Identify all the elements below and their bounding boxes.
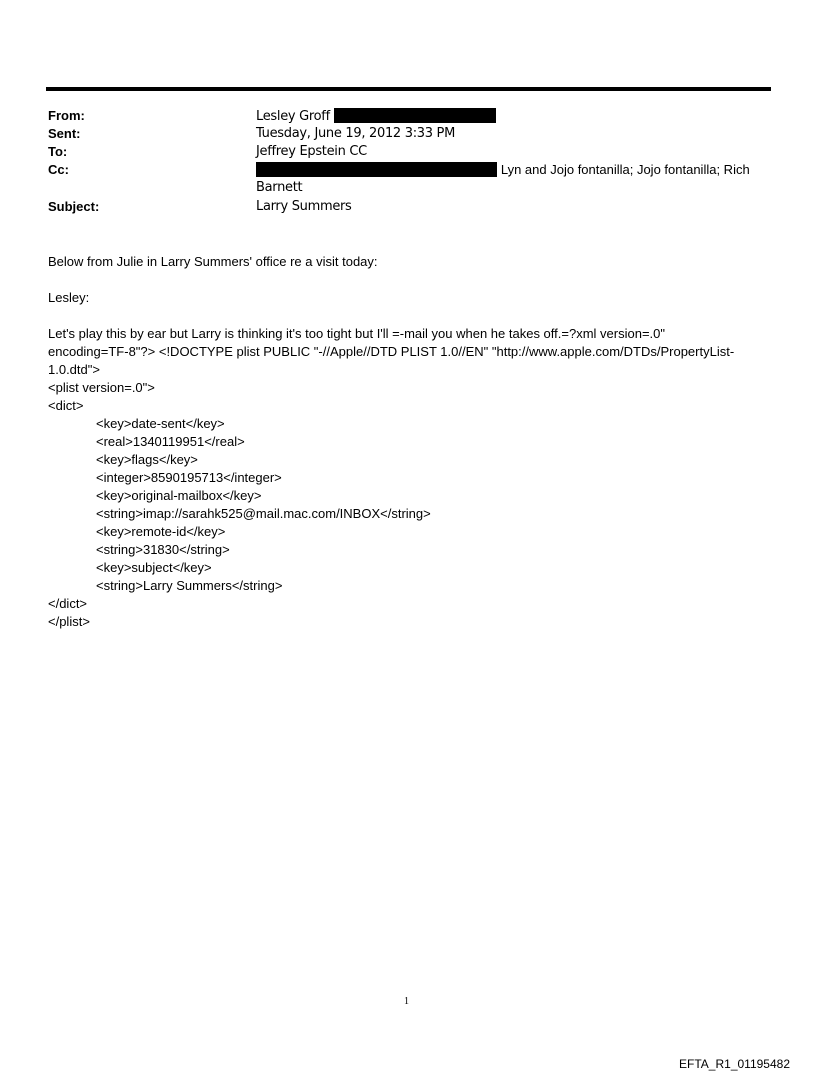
dict-line: <string>31830</string> [96,542,230,557]
cc-value [256,162,750,178]
dict-line: <integer>8590195713</integer> [96,470,282,485]
cc-value-continued: Barnett [256,180,303,195]
from-value [256,108,496,124]
dict-line: <string>imap://sarahk525@mail.mac.com/INBOX</string> [96,506,431,521]
dict-line: <key>remote-id</key> [96,524,226,539]
paragraph-line: encoding=TF-8"?> <!DOCTYPE plist PUBLIC "-//Apple//DTD PLIST 1.0//EN" "http://www.apple.com/DTDs/PropertyList- [48,344,735,359]
intro-line: Below from Julie in Larry Summers' office re a visit today: [48,254,378,269]
dict-open: <dict> [48,398,84,413]
sent-label: Sent: [48,126,81,141]
dict-line: <key>subject</key> [96,560,212,575]
dict-line: <string>Larry Summers</string> [96,578,283,593]
subject-value: Larry Summers [256,199,352,214]
dict-line: <real>1340119951</real> [96,434,245,449]
plist-close: </plist> [48,614,90,629]
email-body [48,253,768,631]
dict-line: <key>date-sent</key> [96,416,225,431]
sent-value: Tuesday, June 19, 2012 3:33 PM [256,126,456,141]
subject-label: Subject: [48,199,100,214]
cc-label: Cc: [48,162,69,177]
paragraph-line: Let's play this by ear but Larry is thinking it's too tight but I'll =-mail you when he takes off.=?xml version=.0" [48,326,665,341]
redaction-block [256,162,497,177]
plist-open: <plist version=.0"> [48,380,155,395]
to-value: Jeffrey Epstein CC [256,144,367,159]
from-label: From: [48,108,85,123]
dict-close: </dict> [48,596,88,611]
paragraph-line: 1.0.dtd"> [48,362,100,377]
from-name: Lesley Groff [256,109,330,124]
dict-line: <key>flags</key> [96,452,198,467]
to-label: To: [48,144,68,159]
dict-line: <key>original-mailbox</key> [96,488,262,503]
cc-recipients: Lyn and Jojo fontanilla; Jojo fontanilla; Rich [500,162,750,177]
document-id: EFTA_R1_01195482 [679,1057,790,1071]
salutation: Lesley: [48,290,90,305]
redaction-block [334,108,496,123]
header-divider [46,87,771,91]
page-number: 1 [404,996,409,1007]
